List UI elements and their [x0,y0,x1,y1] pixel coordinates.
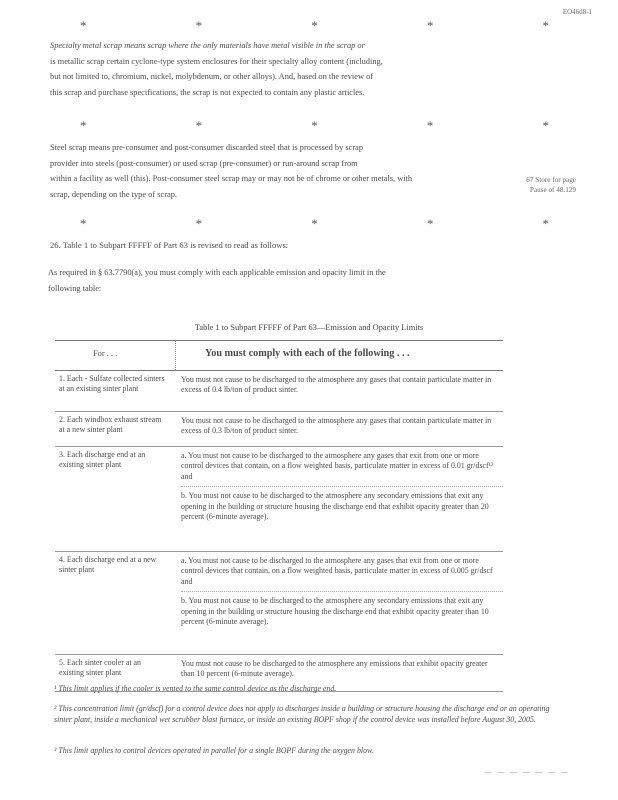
row-limit: You must not cause to be discharged to the atmosphere any gases that contain particulate matter in excess of 0.3 lb/ton of product sinter. [181,416,492,436]
table-row [55,447,503,552]
row-source: 3. Each discharge end at an existing sinter plant [59,450,146,470]
table-header [55,340,503,371]
document-code: EO46d8-1 [562,8,592,16]
table-row [55,552,503,655]
row-limit: You must not cause to be discharged to the atmosphere any emissions that exhibit opacity greater than 10 percent (6-minute average). [181,659,488,679]
table-row [55,412,503,447]
star-separator: * * * * * [80,118,550,133]
emission-limits-table [55,340,503,692]
footnote: ¹ This limit applies if the cooler is vented to the same control device as the discharge end. [54,684,337,693]
row-source: 2. Each windbox exhaust stream at a new sinter plant [59,415,162,435]
row-limit: a. You must not cause to be discharged to the atmosphere any gases that exit from one or more control devices that contain, on a flow weighted basis, particulate matter in excess of 0.01 gr/dscf¹² and [181,451,494,481]
row-source: 5. Each sinter cooler at an existing sinter plant [59,658,141,678]
star-separator: * * * * * [80,18,550,33]
row-source: 1. Each - Sulfate collected sinters at an existing sinter plant [59,374,165,394]
amendment-heading: 26. Table 1 to Subpart FFFFF of Part 63 is revised to read as follows: [50,240,289,250]
specialty-metal-scrap-paragraph: Specialty metal scrap means scrap where the only materials have metal visible in the scrap or is metallic scrap certain cyclone-type system enclosures for their specialty alloy content (including, but not limited to, chromium, nickel, molybdenum, or other alloys). And, based on the review of this scrap and purchase specifications, the scrap is not expected to contain any plastic articles. [50,41,383,97]
row-limit: You must not cause to be discharged to the atmosphere any gases that contain particulate matter in excess of 0.4 lb/ton of product sinter. [181,375,492,395]
row-limit: a. You must not cause to be discharged to the atmosphere any gases that exit from one or more control devices that contain, on a flow weighted basis, particulate matter in excess of 0.005 gr/dscf and [181,556,493,586]
header-for: For . . . [93,349,118,358]
header-comply: You must comply with each of the following . . . [205,348,410,359]
table-row [55,371,503,412]
row-source: 4. Each discharge end at a new sinter plant [59,555,157,575]
table-title: Table 1 to Subpart FFFFF of Part 63—Emission and Opacity Limits [194,323,424,332]
side-note: 67 Store for page Pause of 48.129 [526,176,576,194]
steel-scrap-paragraph: Steel scrap means pre-consumer and post-consumer discarded steel that is processed by scrap provider into steels (post-consumer) or used scrap (pre-consumer) or run-around scrap from within a facility as well (this). Post-consumer steel scrap may or may not be of chrome or other metals, with scrap, depending on the type of scrap. [50,143,413,199]
page-marker: — — — — — — — [484,768,570,776]
intro-paragraph: As required in § 63.7790(a), you must comply with each applicable emission and opacity limit in the following table: [48,268,386,293]
footnote: ² This concentration limit (gr/dscf) for a control device does not apply to discharges inside a building or structure housing the discharge end or an operating sinter plant, inside a mechanical wet scrubber blast furnace, or inside an existing BOPF shop if the control device was installed before August 30, 2005. [54,704,550,724]
footnote: ³ This limit applies to control devices operated in parallel for a single BOPF during the oxygen blow. [54,746,374,755]
row-limit: b. You must not cause to be discharged to the atmosphere any secondary emissions that exit any opening in the building or structure housing the discharge end that exhibit opacity greater than 20 percent (6-minute average). [181,486,503,526]
star-separator: * * * * * [80,216,550,231]
row-limit: b. You must not cause to be discharged to the atmosphere any secondary emissions that exit any opening in the building or structure housing the discharge end that exhibit opacity greater than 10 percent (6-minute average). [181,591,503,631]
